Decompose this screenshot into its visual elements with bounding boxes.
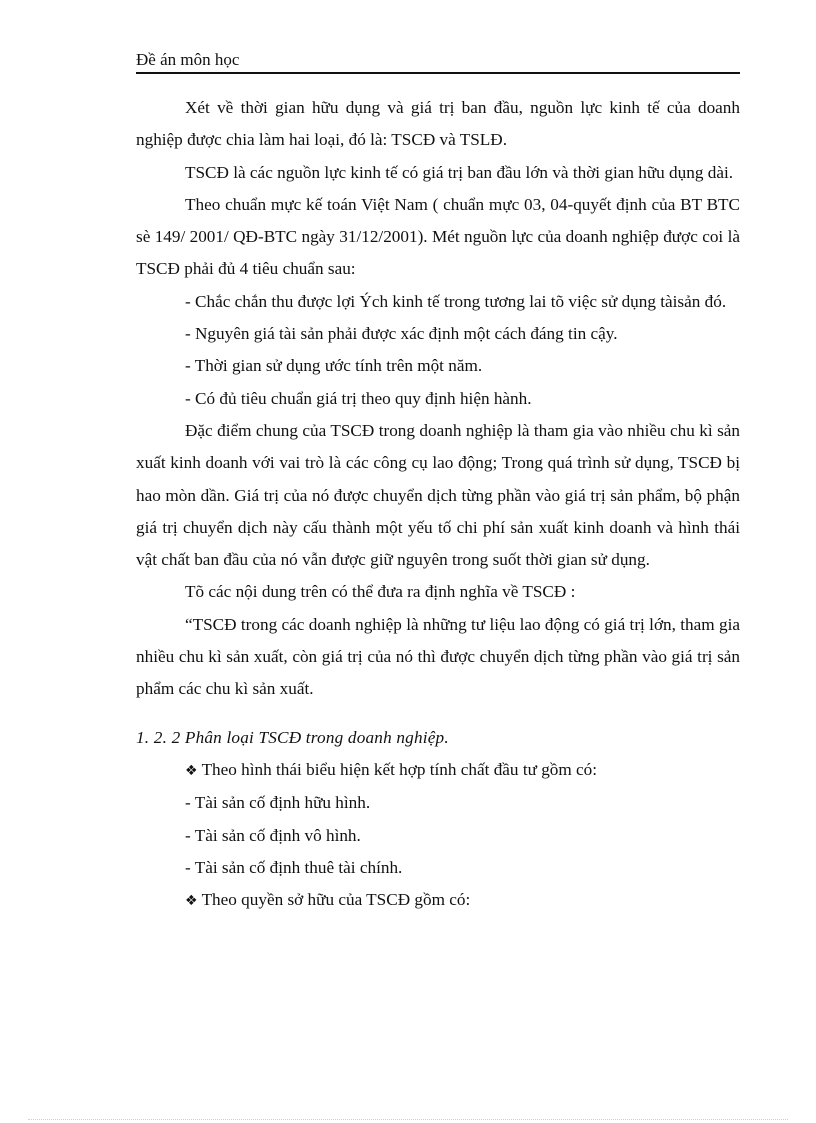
paragraph: “TSCĐ trong các doanh nghiệp là những tư liệu lao động có giá trị lớn, tham gia nhiều chu kì sản xuất, còn giá trị của nó thì được chuyển dịch từng phần vào giá trị sản phẩm các chu kì sản xuất. [136, 614, 740, 699]
list-item: - Tài sản cố định hữu hình. [185, 793, 371, 813]
paragraph: - Thời gian sử dụng ước tính trên một năm. [185, 356, 483, 376]
section-heading: 1. 2. 2 Phân loại TSCĐ trong doanh nghiệp. [136, 727, 449, 747]
list-item: - Tài sản cố định vô hình. [185, 825, 361, 845]
list-item [136, 884, 740, 917]
list-item-text: Theo quyền sở hữu của TSCĐ gồm có: [201, 890, 471, 910]
diamond-bullet-icon: ❖ [185, 762, 198, 779]
paragraph: - Chắc chắn thu được lợi Ých kinh tế trong tương lai tõ việc sử dụng tàisản đó. [185, 291, 727, 311]
page-bottom-border [28, 1119, 788, 1120]
document-body [136, 92, 740, 917]
paragraph: Tõ các nội dung trên có thể đưa ra định nghĩa về TSCĐ : [185, 582, 576, 602]
paragraph: Đặc điểm chung của TSCĐ trong doanh nghiệp là tham gia vào nhiều chu kì sản xuất kinh doanh với vai trò là các công cụ lao động; Trong quá trình sử dụng, TSCĐ bị hao mòn dần. Giá trị của nó được chuyển dịch từng phần vào giá trị sản phẩm, bộ phận giá trị chuyển dịch này cấu thành một yếu tố chi phí sản xuất kinh doanh và hình thái vật chất ban đầu của nó vẫn được giữ nguyên trong suốt thời gian sử dụng. [136, 420, 740, 570]
header-title: Đề án môn học [136, 50, 240, 69]
diamond-bullet-icon: ❖ [185, 893, 198, 910]
paragraph: Theo chuẩn mực kế toán Việt Nam ( chuẩn mực 03, 04-quyết định của BT BTC sè 149/ 2001/ QĐ-BTC ngày 31/12/2001). Mét nguồn lực của doanh nghiệp được coi là TSCĐ phải đủ 4 tiêu chuẩn sau: [136, 194, 740, 279]
list-item-text: Theo hình thái biểu hiện kết hợp tính chất đầu tư gồm có: [201, 759, 598, 779]
paragraph: TSCĐ là các nguồn lực kinh tế có giá trị ban đầu lớn và thời gian hữu dụng dài. [185, 162, 734, 182]
list-item: - Tài sản cố định thuê tài chính. [185, 857, 403, 877]
paragraph: - Có đủ tiêu chuẩn giá trị theo quy định hiện hành. [185, 388, 532, 408]
paragraph: Xét về thời gian hữu dụng và giá trị ban đầu, nguồn lực kinh tế của doanh nghiệp được chia làm hai loại, đó là: TSCĐ và TSLĐ. [136, 98, 740, 150]
list-item [136, 754, 740, 787]
page-header [136, 46, 740, 74]
paragraph: - Nguyên giá tài sản phải được xác định một cách đáng tin cậy. [185, 324, 618, 344]
